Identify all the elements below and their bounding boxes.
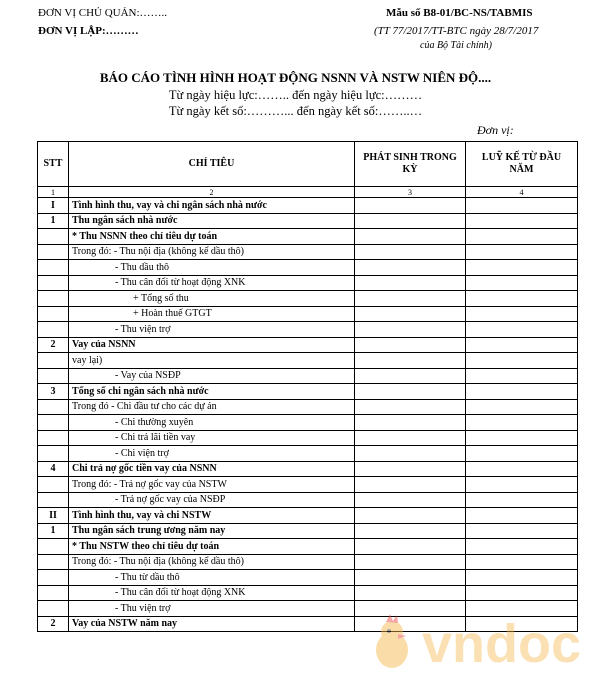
row-chi-tieu: Trong đó: - Trả nợ gốc vay của NSTW xyxy=(69,477,355,493)
row-stt: I xyxy=(38,198,69,214)
row-luy-ke xyxy=(466,399,578,415)
col-stt-header: STT xyxy=(38,142,69,187)
row-phat-sinh xyxy=(355,384,466,400)
table-row xyxy=(38,213,578,229)
row-stt xyxy=(38,260,69,276)
row-luy-ke xyxy=(466,554,578,570)
table-row xyxy=(38,554,578,570)
row-chi-tieu: Trong đó - Chi đầu tư cho các dự án xyxy=(69,399,355,415)
row-chi-tieu: - Thu từ dầu thô xyxy=(69,570,355,586)
row-stt xyxy=(38,399,69,415)
table-row xyxy=(38,337,578,353)
row-luy-ke xyxy=(466,306,578,322)
row-phat-sinh xyxy=(355,229,466,245)
table-row xyxy=(38,508,578,524)
row-stt: II xyxy=(38,508,69,524)
row-phat-sinh xyxy=(355,570,466,586)
row-chi-tieu: Thu ngân sách trung ương năm nay xyxy=(69,523,355,539)
row-luy-ke xyxy=(466,492,578,508)
watermark-text: vndoc xyxy=(422,614,582,674)
form-number: Mẫu số B8-01/BC-NS/TABMIS xyxy=(386,7,533,19)
col-number: 3 xyxy=(355,187,466,198)
row-phat-sinh xyxy=(355,508,466,524)
row-phat-sinh xyxy=(355,275,466,291)
row-luy-ke xyxy=(466,446,578,462)
row-stt: 1 xyxy=(38,523,69,539)
row-stt xyxy=(38,539,69,555)
table-row xyxy=(38,570,578,586)
table-row xyxy=(38,353,578,369)
row-stt xyxy=(38,291,69,307)
row-chi-tieu: Vay của NSTW năm nay xyxy=(69,616,355,632)
row-chi-tieu: Trong đó: - Thu nội địa (không kể dầu thô) xyxy=(69,554,355,570)
row-luy-ke xyxy=(466,539,578,555)
row-stt xyxy=(38,492,69,508)
row-stt xyxy=(38,585,69,601)
table-row xyxy=(38,229,578,245)
row-chi-tieu: - Thu cân đối từ hoạt động XNK xyxy=(69,585,355,601)
row-chi-tieu: - Chi thường xuyên xyxy=(69,415,355,431)
row-luy-ke xyxy=(466,430,578,446)
row-chi-tieu: Chi trả nợ gốc tiền vay của NSNN xyxy=(69,461,355,477)
row-phat-sinh xyxy=(355,461,466,477)
row-luy-ke xyxy=(466,570,578,586)
row-chi-tieu: - Vay của NSĐP xyxy=(69,368,355,384)
table-row xyxy=(38,275,578,291)
row-phat-sinh xyxy=(355,260,466,276)
row-luy-ke xyxy=(466,229,578,245)
row-chi-tieu: + Hoàn thuế GTGT xyxy=(69,306,355,322)
row-phat-sinh xyxy=(355,198,466,214)
row-phat-sinh xyxy=(355,322,466,338)
legal-reference-issuer: của Bộ Tài chính) xyxy=(420,40,492,51)
col-phat-sinh-header: PHÁT SINH TRONG KỲ xyxy=(355,142,466,187)
row-stt xyxy=(38,229,69,245)
row-chi-tieu: vay lại) xyxy=(69,353,355,369)
row-stt: 1 xyxy=(38,213,69,229)
report-table xyxy=(37,141,578,632)
row-stt xyxy=(38,368,69,384)
row-luy-ke xyxy=(466,198,578,214)
col-number: 1 xyxy=(38,187,69,198)
row-chi-tieu: - Thu cân đối từ hoạt động XNK xyxy=(69,275,355,291)
table-row xyxy=(38,523,578,539)
table-row xyxy=(38,291,578,307)
table-row xyxy=(38,368,578,384)
row-stt: 2 xyxy=(38,616,69,632)
row-chi-tieu: - Chi viện trợ xyxy=(69,446,355,462)
col-number: 4 xyxy=(466,187,578,198)
table-row xyxy=(38,384,578,400)
table-row xyxy=(38,415,578,431)
row-stt xyxy=(38,477,69,493)
row-luy-ke xyxy=(466,523,578,539)
row-stt xyxy=(38,601,69,617)
row-chi-tieu: - Thu dầu thô xyxy=(69,260,355,276)
col-luy-ke-header: LUỸ KẾ TỪ ĐẦU NĂM xyxy=(466,142,578,187)
table-row xyxy=(38,198,578,214)
row-phat-sinh xyxy=(355,554,466,570)
report-title: BÁO CÁO TÌNH HÌNH HOẠT ĐỘNG NSNN VÀ NSTW NIÊN ĐỘ.... xyxy=(99,70,492,85)
row-chi-tieu: - Thu viện trợ xyxy=(69,601,355,617)
row-phat-sinh xyxy=(355,430,466,446)
row-luy-ke xyxy=(466,585,578,601)
row-luy-ke xyxy=(466,508,578,524)
row-phat-sinh xyxy=(355,353,466,369)
row-luy-ke xyxy=(466,213,578,229)
table-row xyxy=(38,477,578,493)
table-header-row xyxy=(38,142,578,187)
row-phat-sinh xyxy=(355,213,466,229)
row-chi-tieu: * Thu NSNN theo chỉ tiêu dự toán xyxy=(69,229,355,245)
row-phat-sinh xyxy=(355,523,466,539)
row-stt: 4 xyxy=(38,461,69,477)
row-stt xyxy=(38,554,69,570)
legal-reference: (TT 77/2017/TT-BTC ngày 28/7/2017 xyxy=(374,25,539,37)
col-number: 2 xyxy=(69,187,355,198)
row-luy-ke xyxy=(466,291,578,307)
row-chi-tieu: Thu ngân sách nhà nước xyxy=(69,213,355,229)
row-chi-tieu: Tổng số chi ngân sách nhà nước xyxy=(69,384,355,400)
row-phat-sinh xyxy=(355,244,466,260)
row-stt xyxy=(38,275,69,291)
row-phat-sinh xyxy=(355,368,466,384)
table-row xyxy=(38,492,578,508)
chick-mascot-icon xyxy=(376,614,408,668)
row-stt xyxy=(38,322,69,338)
row-luy-ke xyxy=(466,322,578,338)
row-stt xyxy=(38,446,69,462)
row-luy-ke xyxy=(466,353,578,369)
row-stt xyxy=(38,353,69,369)
row-phat-sinh xyxy=(355,306,466,322)
effective-date-range: Từ ngày hiệu lực:…….. đến ngày hiệu lực:……… xyxy=(168,88,423,102)
closing-date-range: Từ ngày kết số:………... đến ngày kết số:……..… xyxy=(168,104,423,118)
row-luy-ke xyxy=(466,244,578,260)
col-chi-tieu-header: CHỈ TIÊU xyxy=(69,142,355,187)
row-phat-sinh xyxy=(355,337,466,353)
row-phat-sinh xyxy=(355,415,466,431)
row-luy-ke xyxy=(466,368,578,384)
row-stt xyxy=(38,430,69,446)
row-stt: 2 xyxy=(38,337,69,353)
table-row xyxy=(38,539,578,555)
row-chi-tieu: * Thu NSTW theo chỉ tiêu dự toán xyxy=(69,539,355,555)
row-luy-ke xyxy=(466,275,578,291)
row-luy-ke xyxy=(466,477,578,493)
vndoc-watermark xyxy=(362,610,591,674)
row-chi-tieu: - Trả nợ gốc vay của NSĐP xyxy=(69,492,355,508)
table-row xyxy=(38,399,578,415)
row-luy-ke xyxy=(466,415,578,431)
row-phat-sinh xyxy=(355,291,466,307)
table-row xyxy=(38,322,578,338)
row-chi-tieu: Vay của NSNN xyxy=(69,337,355,353)
row-chi-tieu: Tình hình thu, vay và chi NSTW xyxy=(69,508,355,524)
table-row xyxy=(38,306,578,322)
unit-label: Đơn vị: xyxy=(477,123,514,137)
row-phat-sinh xyxy=(355,585,466,601)
column-number-row xyxy=(38,187,578,198)
table-row xyxy=(38,430,578,446)
row-stt xyxy=(38,415,69,431)
row-phat-sinh xyxy=(355,539,466,555)
reporting-unit-label: ĐƠN VỊ LẬP:……… xyxy=(38,25,139,37)
row-phat-sinh xyxy=(355,399,466,415)
row-luy-ke xyxy=(466,461,578,477)
row-stt xyxy=(38,244,69,260)
row-stt xyxy=(38,570,69,586)
row-chi-tieu: + Tổng số thu xyxy=(69,291,355,307)
row-phat-sinh xyxy=(355,492,466,508)
row-luy-ke xyxy=(466,260,578,276)
row-stt xyxy=(38,306,69,322)
row-chi-tieu: - Thu viện trợ xyxy=(69,322,355,338)
row-luy-ke xyxy=(466,337,578,353)
row-phat-sinh xyxy=(355,477,466,493)
row-chi-tieu: Trong đó: - Thu nội địa (không kể dầu thô) xyxy=(69,244,355,260)
row-chi-tieu: - Chi trả lãi tiền vay xyxy=(69,430,355,446)
row-stt: 3 xyxy=(38,384,69,400)
table-row xyxy=(38,244,578,260)
parent-unit-label: ĐƠN VỊ CHỦ QUẢN:…….. xyxy=(38,7,168,19)
table-row xyxy=(38,461,578,477)
row-chi-tieu: Tình hình thu, vay và chi ngân sách nhà nước xyxy=(69,198,355,214)
table-row xyxy=(38,260,578,276)
table-row xyxy=(38,446,578,462)
row-luy-ke xyxy=(466,384,578,400)
table-row xyxy=(38,585,578,601)
row-phat-sinh xyxy=(355,446,466,462)
